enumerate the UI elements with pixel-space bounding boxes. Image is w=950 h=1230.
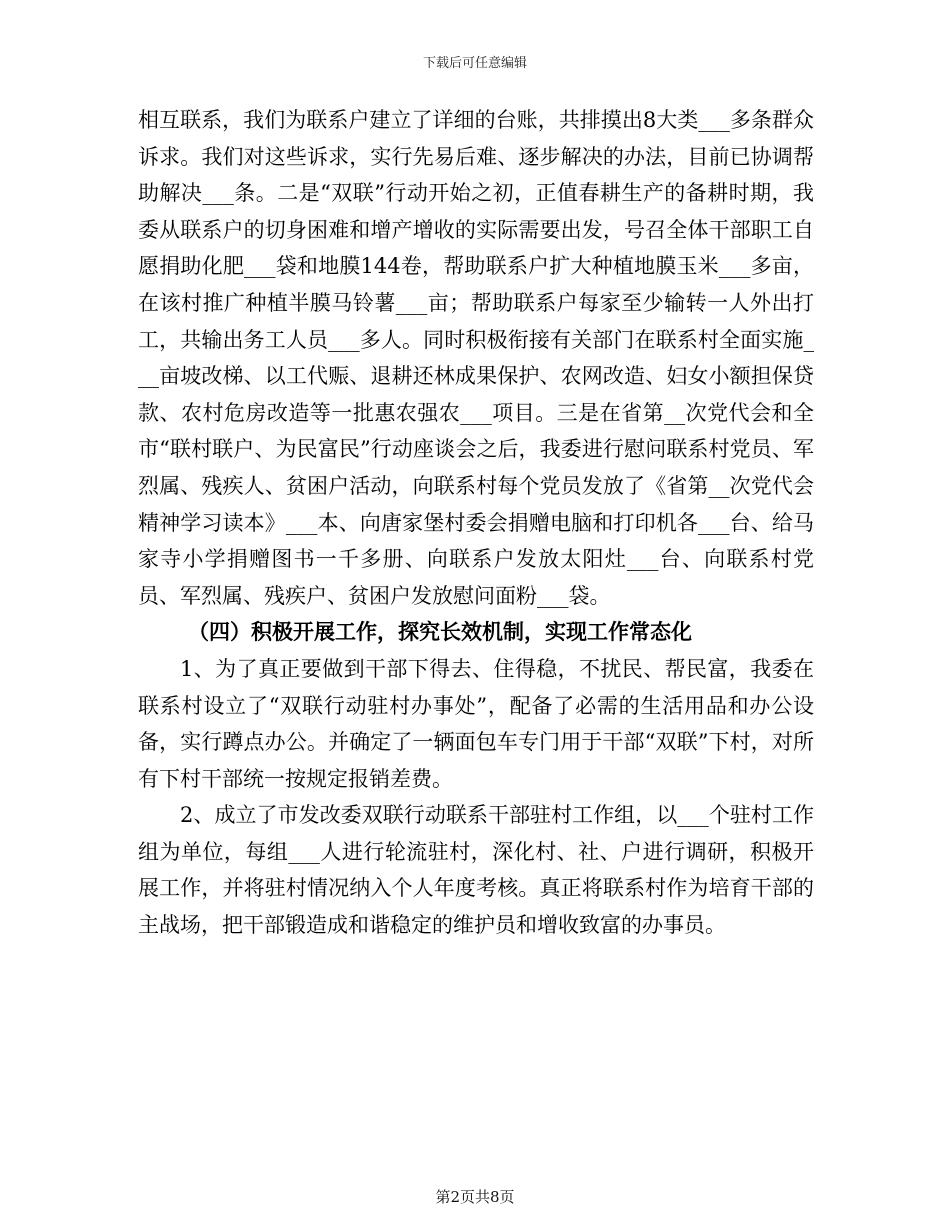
section-heading: （四）积极开展工作，探究长效机制，实现工作常态化 (188, 619, 692, 645)
page-footer: 第2页共8页 (435, 1188, 515, 1206)
body-paragraph: 2、成立了市发改委双联行动联系干部驻村工作组，以___个驻村工作组为单位，每组___人进行轮流驻村，深化村、社、户进行调研，积极开展工作，并将驻村情况纳入个人年度考核。真正将联系村作为培育干部的主战场，把干部锻造成和谐稳定的维护员和增收致富的办事员。 (138, 803, 814, 938)
body-paragraph: 相互联系，我们为联系户建立了详细的台账，共排摸出8大类___多条群众诉求。我们对这些诉求，实行先易后难、逐步解决的办法，目前已协调帮助解决___条。二是“双联”行动开始之初，正值春耕生产的备耕时期，我委从联系户的切身困难和增产增收的实际需要出发，号召全体干部职工自愿捐助化肥___袋和地膜144卷，帮助联系户扩大种植地膜玉米___多亩，在该村推广种植半膜马铃薯___亩；帮助联系户每家至少输转一人外出打工，共输出务工人员___多人。同时积极衔接有关部门在联系村全面实施___亩坡改梯、以工代赈、退耕还林成果保护、农网改造、妇女小额担保贷款、农村危房改造等一批惠农强农___项目。三是在省第__次党代会和全市“联村联户、为民富民”行动座谈会之后，我委进行慰问联系村党员、军烈属、残疾人、贫困户活动，向联系村每个党员发放了《省第__次党代会精神学习读本》___本、向唐家堡村委会捐赠电脑和打印机各___台、给马家寺小学捐赠图书一千多册、向联系户发放太阳灶___台、向联系村党员、军烈属、残疾户、贫困户发放慰问面粉___袋。 (138, 108, 814, 608)
document-body (138, 102, 814, 944)
page-header: 下载后可任意编辑 (422, 56, 527, 71)
body-paragraph: 1、为了真正要做到干部下得去、住得稳，不扰民、帮民富，我委在联系村设立了“双联行动驻村办事处”，配备了必需的生活用品和办公设备，实行蹲点办公。并确定了一辆面包车专门用于干部“双联”下村，对所有下村干部统一按规定报销差费。 (138, 656, 814, 791)
